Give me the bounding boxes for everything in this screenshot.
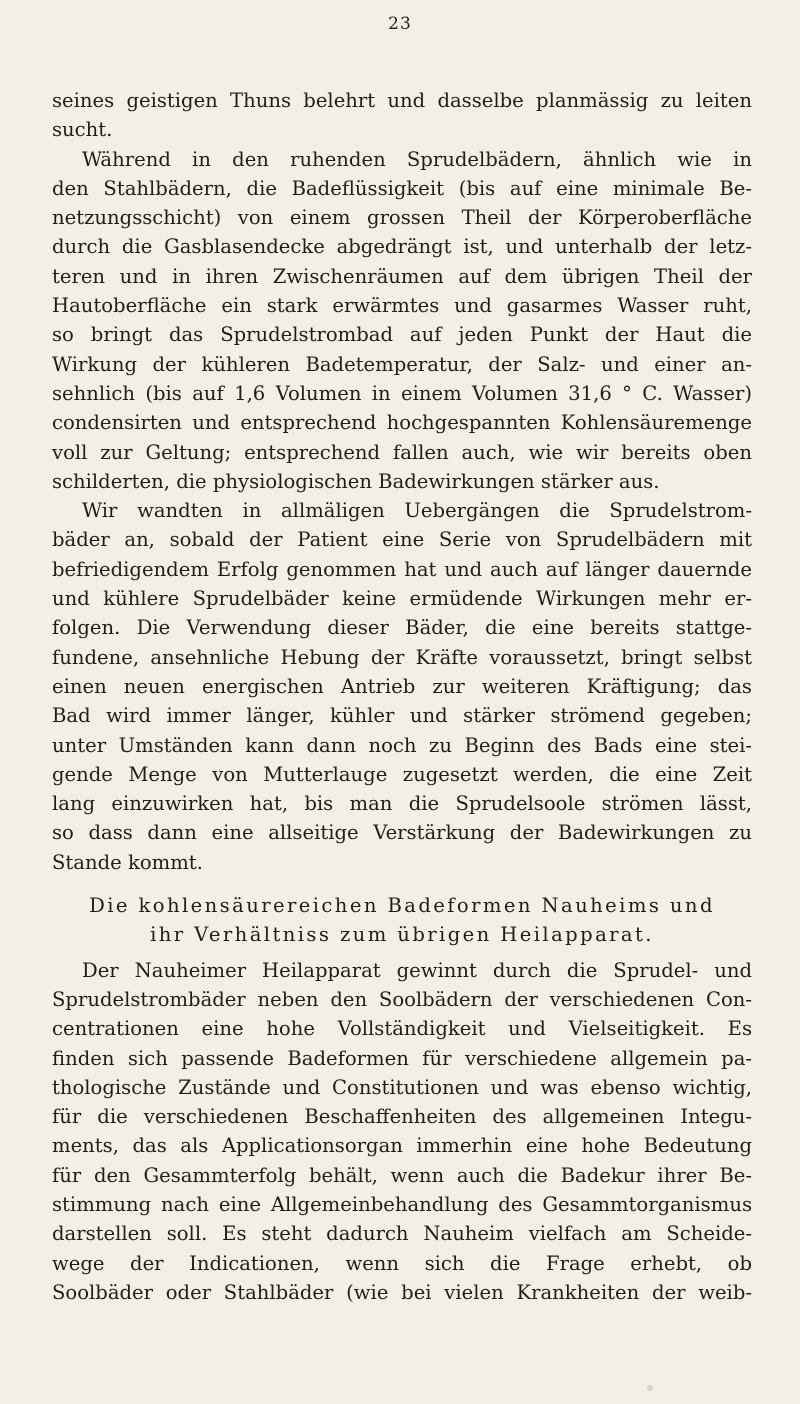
text-line: so dass dann eine allseitige Verstärkung der Badewirkungen zu — [52, 821, 752, 845]
text-line: Hautoberfläche ein stark erwärmtes und gasarmes Wasser ruht, — [52, 294, 752, 318]
text-line: finden sich passende Badeformen für verschiedene allgemein pa- — [52, 1046, 752, 1070]
text-line: unter Umständen kann dann noch zu Beginn des Bads eine stei- — [52, 733, 752, 757]
text-line: thologische Zustände und Constitutionen und was ebenso wichtig, — [52, 1075, 752, 1099]
text-line: centrationen eine hohe Vollständigkeit und Vielseitigkeit. Es — [52, 1017, 752, 1041]
text-line: einen neuen energischen Antrieb zur weiteren Kräftigung; das — [52, 674, 752, 698]
text-line: befriedigendem Erfolg genommen hat und auch auf länger dauernde — [52, 557, 752, 581]
text-line: gende Menge von Mutterlauge zugesetzt werden, die eine Zeit — [52, 762, 752, 786]
text-line: Soolbäder oder Stahlbäder (wie bei vielen Krankheiten der weib- — [52, 1280, 752, 1304]
text-line: darstellen soll. Es steht dadurch Nauheim vielfach am Scheide- — [52, 1222, 752, 1246]
text-line: durch die Gasblasendecke abgedrängt ist, und unterhalb der letz- — [52, 235, 752, 259]
text-line: bäder an, sobald der Patient eine Serie von Sprudelbädern mit — [52, 528, 752, 552]
text-line: Bad wird immer länger, kühler und stärker strömend gegeben; — [52, 704, 752, 728]
text-line: und kühlere Sprudelbäder keine ermüdende Wirkungen mehr er- — [52, 587, 752, 611]
text-line: ments, das als Applicationsorgan immerhin eine hohe Bedeutung — [52, 1134, 752, 1158]
text-line: voll zur Geltung; entsprechend fallen auch, wie wir bereits oben — [52, 440, 752, 464]
page-number: 23 — [388, 14, 412, 34]
text-line: folgen. Die Verwendung dieser Bäder, die eine bereits stattge- — [52, 616, 752, 640]
text-line: teren und in ihren Zwischenräumen auf dem übrigen Theil der — [52, 264, 752, 288]
text-line: Der Nauheimer Heilapparat gewinnt durch die Sprudel- und — [82, 958, 752, 982]
text-line: stimmung nach eine Allgemeinbehandlung des Gesammtorganismus — [52, 1192, 752, 1216]
text-line: Sprudelstrombäder neben den Soolbädern der verschiedenen Con- — [52, 987, 752, 1011]
text-line: sucht. — [52, 118, 113, 142]
text-line: Während in den ruhenden Sprudelbädern, ähnlich wie in — [82, 147, 752, 171]
body-text — [52, 86, 752, 1307]
text-line: den Stahlbädern, die Badeflüssigkeit (bis auf eine minimale Be- — [52, 176, 752, 200]
text-line: Stande kommt. — [52, 850, 203, 874]
section-heading-line-1: Die kohlensäurereichen Badeformen Nauheims und — [89, 894, 715, 918]
text-line: condensirten und entsprechend hochgespannten Kohlensäuremenge — [52, 411, 752, 435]
text-line: fundene, ansehnliche Hebung der Kräfte voraussetzt, bringt selbst — [52, 645, 752, 669]
text-line: lang einzuwirken hat, bis man die Sprudelsoole strömen lässt, — [52, 792, 752, 816]
text-line: sehnlich (bis auf 1,6 Volumen in einem Volumen 31,6 ° C. Wasser) — [52, 381, 752, 405]
text-line: schilderten, die physiologischen Badewirkungen stärker aus. — [52, 469, 660, 493]
section-heading-line-2: ihr Verhältniss zum übrigen Heilapparat. — [150, 923, 654, 947]
text-line: so bringt das Sprudelstrombad auf jeden Punkt der Haut die — [52, 323, 752, 347]
text-line: Wirkung der kühleren Badetemperatur, der Salz- und einer an- — [52, 352, 752, 376]
text-line: seines geistigen Thuns belehrt und dasselbe planmässig zu leiten — [52, 89, 752, 112]
text-line: für die verschiedenen Beschaffenheiten des allgemeinen Integu- — [52, 1105, 752, 1129]
text-line: netzungsschicht) von einem grossen Theil der Körperoberfläche — [52, 206, 752, 230]
text-line: wege der Indicationen, wenn sich die Frage erhebt, ob — [52, 1251, 752, 1275]
text-line: für den Gesammterfolg behält, wenn auch die Badekur ihrer Be- — [52, 1163, 752, 1187]
paper-speck — [647, 1385, 653, 1391]
text-line: Wir wandten in allmäligen Uebergängen die Sprudelstrom- — [82, 499, 752, 523]
